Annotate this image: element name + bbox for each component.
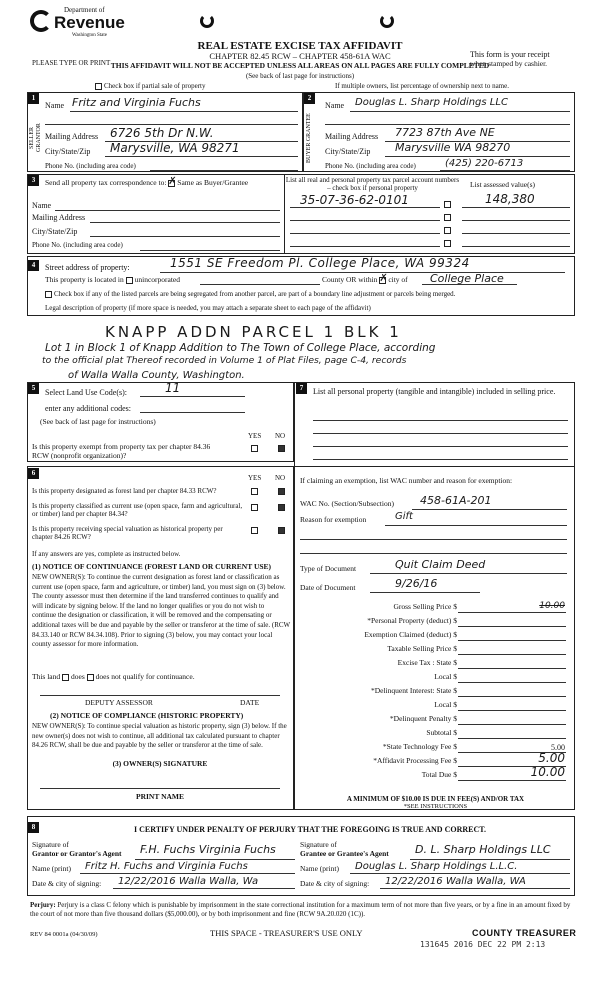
does-checkbox[interactable]	[62, 674, 69, 681]
sec1-mail-label: Mailing Address	[45, 132, 99, 141]
segregated-checkbox[interactable]	[45, 291, 52, 298]
historic-question: Is this property receiving special valuation as historical property per chapter 84.26 RCW?	[32, 525, 223, 542]
buyer-phone: (425) 220-6713	[445, 158, 524, 169]
forest-yes-checkbox[interactable]	[251, 488, 258, 495]
personal-property-checkbox[interactable]	[444, 227, 451, 234]
fee-row	[300, 657, 567, 670]
deputy-date: DATE	[240, 698, 260, 707]
section-5-number: 5	[28, 383, 39, 394]
send-correspondence: Send all property tax correspondence to: ✗ Same as Buyer/Grantee	[45, 175, 249, 187]
receipt-note-1: This form is your receipt	[470, 50, 550, 59]
fee-table	[300, 601, 567, 781]
section-2-number: 2	[304, 93, 315, 104]
sec2-name-label: Name	[325, 101, 345, 110]
doc-date-label: Date of Document	[300, 583, 356, 592]
parcel-number: 35-07-36-62-0101	[300, 193, 409, 207]
grantee-print-name: Douglas L. Sharp Holdings L.L.C.	[355, 861, 518, 872]
legal-description-4: of Walla Walla County, Washington.	[68, 370, 245, 381]
grantee-date-city: 12/22/2016 Walla Walla, WA	[385, 876, 526, 887]
current-use-question: Is this property classified as current use (open space, farm and agricultural, or timber) land per chapter 84.34?	[32, 502, 243, 519]
fee-label: Local $	[434, 700, 457, 709]
unincorporated-checkbox[interactable]	[126, 277, 133, 284]
county-or: County OR within ✗ city of	[322, 272, 408, 284]
exempt-no-checkbox[interactable]	[278, 445, 285, 452]
sec1-city-label: City/State/Zip	[45, 147, 91, 156]
fee-label: Exemption Claimed (deduct) $	[364, 630, 457, 639]
sec3-mail-label: Mailing Address	[32, 213, 86, 222]
form-chapter: CHAPTER 82.45 RCW – CHAPTER 458-61A WAC	[209, 51, 391, 61]
treasurer-stamp-number: 131645 2016 DEC 22 PM 2:13	[420, 940, 546, 949]
logo-swirl-icon	[30, 10, 52, 32]
grantee-agent-label: Grantee or Grantee's Agent	[300, 849, 389, 858]
sec3-city-label: City/State/Zip	[32, 227, 78, 236]
fee-row	[300, 727, 567, 740]
sec3-name-label: Name	[32, 201, 52, 210]
grantee-sig-label-1: Signature of	[300, 840, 337, 849]
section-6-number: 6	[28, 468, 39, 479]
same-as-buyer-checkbox[interactable]: ✗	[168, 175, 177, 187]
grantor-sig-label-1: Signature of	[32, 840, 69, 849]
multiple-owners-note: If multiple owners, list percentage of ownership next to name.	[335, 82, 509, 90]
buyer-city-state-zip: Marysville WA 98270	[395, 141, 511, 154]
fee-label: *Personal Property (deduct) $	[367, 616, 457, 625]
section-4-number: 4	[28, 260, 39, 271]
within-city-checkbox[interactable]: ✗	[379, 272, 388, 284]
print-name-label: PRINT NAME	[136, 792, 184, 801]
wac-label: WAC No. (Section/Subsection)	[300, 499, 394, 508]
fee-row	[300, 765, 567, 782]
sec5-yes: YES	[248, 432, 262, 440]
personal-property-checkbox[interactable]	[444, 214, 451, 221]
certify-statement: I CERTIFY UNDER PENALTY OF PERJURY THAT THE FOREGOING IS TRUE AND CORRECT.	[133, 825, 486, 834]
fee-row	[300, 615, 567, 628]
fee-row	[300, 601, 567, 614]
grantee-signature: D. L. Sharp Holdings LLC	[415, 843, 551, 856]
sec6-yes: YES	[248, 474, 262, 482]
grantor-agent-label: Grantor or Grantor's Agent	[32, 849, 122, 858]
seller-mailing-address: 6726 5th Dr N.W.	[110, 126, 214, 140]
receipt-note-2: when stamped by cashier.	[470, 59, 548, 68]
fee-label: *Affidavit Processing Fee $	[373, 756, 457, 765]
logo-dept: Department of	[64, 6, 105, 14]
please-type: PLEASE TYPE OR PRINT	[32, 59, 111, 67]
does-not-checkbox[interactable]	[87, 674, 94, 681]
continuance-body: NEW OWNER(S): To continue the current designation as forest land or classification as current use (open space, farm and agriculture, or timber) land, you must sign on (3) below. The county assessor must then determine if the land transferred continues to qualify and will indicate by signing below. If the land no longer qualifies or you do not wish to continue the designation or classification, it will be removed and the compensating or additional taxes will be due and payable by the seller or transferor at the time of sale. (RCW 84.33.140 or RCW 84.34.108). Prior to signing (3) below, you may contact your local county assessor for more information.	[32, 573, 291, 649]
grantor-print-label: Name (print)	[32, 864, 71, 873]
buyer-name: Douglas L. Sharp Holdings LLC	[355, 97, 508, 108]
buyer-mailing-address: 7723 87th Ave NE	[395, 126, 495, 139]
form-see-back: (See back of last page for instructions)	[245, 72, 355, 80]
logo-state: Washington State	[72, 33, 108, 38]
fee-row	[300, 629, 567, 642]
property-street-address: 1551 SE Freedom Pl. College Place, WA 99324	[170, 256, 470, 270]
legal-description-3: to the official plat Thereof recorded in Volume 1 of Plat Files, page C-4, records	[42, 355, 407, 366]
land-use-label: Select Land Use Code(s):	[45, 388, 127, 397]
seller-name: Fritz and Virginia Fuchs	[72, 96, 201, 109]
minimum-fee-note: A MINIMUM OF $10.00 IS DUE IN FEE(S) AND/OR TAX	[346, 795, 525, 803]
sec2-city-label: City/State/Zip	[325, 147, 371, 156]
street-label: Street address of property:	[45, 263, 130, 272]
personal-property-checkbox[interactable]	[444, 201, 451, 208]
seller-city-state-zip: Marysville, WA 98271	[110, 141, 240, 155]
legal-label: Legal description of property (if more space is needed, you may attach a separate sheet to each page of the affidavit)	[45, 304, 371, 312]
fee-label: Excise Tax : State $	[397, 658, 457, 667]
form-revision: REV 84 0001a (04/30/09)	[30, 931, 98, 938]
this-land-line: This land does does not qualify for continuance.	[32, 672, 195, 681]
current-use-no-checkbox[interactable]	[278, 504, 285, 511]
grantee-print-label: Name (print)	[300, 864, 339, 873]
logo-name: Revenue	[54, 13, 125, 32]
current-use-yes-checkbox[interactable]	[251, 504, 258, 511]
assessed-value-header: List assessed value(s)	[470, 180, 535, 189]
sec1-name-label: Name	[45, 101, 65, 110]
fee-value[interactable]: 10.00	[530, 765, 565, 779]
additional-codes: enter any additional codes:	[45, 404, 131, 413]
owner-signature-label: (3) OWNER(S) SIGNATURE	[112, 759, 208, 768]
sec5-no: NO	[275, 432, 286, 440]
fee-value[interactable]: 10.00	[539, 601, 565, 611]
grantor-signature: F.H. Fuchs Virginia Fuchs	[140, 843, 276, 856]
reason-label: Reason for exemption	[300, 515, 367, 524]
land-use-code: 11	[165, 381, 181, 395]
sec6-no: NO	[275, 474, 286, 482]
assessed-value: 148,380	[485, 192, 535, 206]
property-city: College Place	[430, 272, 504, 285]
treasurer-space: THIS SPACE - TREASURER'S USE ONLY	[210, 928, 363, 938]
exempt-yes-checkbox[interactable]	[251, 445, 258, 452]
section-1-number: 1	[28, 93, 39, 104]
fee-row	[300, 713, 567, 726]
form-warning: THIS AFFIDAVIT WILL NOT BE ACCEPTED UNLESS ALL AREAS ON ALL PAGES ARE FULLY COMPLETED	[110, 61, 490, 70]
historic-no-checkbox[interactable]	[278, 527, 285, 534]
fee-row	[300, 671, 567, 684]
forest-question: Is this property designated as forest land per chapter 84.33 RCW?	[32, 487, 217, 495]
section-7-number: 7	[296, 383, 307, 394]
fee-label: *Delinquent Interest: State $	[370, 686, 457, 695]
compliance-body: NEW OWNER(S): To continue special valuation as historic property, sign (3) below. If the new owner(s) does not wish to continue, all additional tax calculated pursuant to chapter 84.26 RCW, shall be due and payable by the seller or transferor at the time of sale.	[32, 722, 287, 750]
doc-type-label: Type of Document	[300, 564, 357, 573]
document-type: Quit Claim Deed	[395, 558, 486, 571]
legal-description-2: Lot 1 in Block 1 of Knapp Addition to The Town of College Place, according	[45, 342, 436, 354]
fee-row	[300, 643, 567, 656]
punch-hole-left-icon	[200, 14, 214, 28]
perjury-notice: Perjury: Perjury is a class C felony which is punishable by imprisonment in the state correctional institution for a maximum term of not more than five years, or by a fine in an amount fixed by the court of not more than five thousand dollars ($5,000.00), or by both imprisonment and fine (RCW 9A.20.020 (1C)).	[30, 901, 571, 918]
located-in: This property is located in unincorporated	[45, 275, 181, 284]
seller-grantor-label: SELLER GRANTOR	[29, 123, 42, 153]
fee-row	[300, 751, 567, 768]
wac-number: 458-61A-201	[420, 494, 492, 507]
forest-no-checkbox[interactable]	[278, 488, 285, 495]
legal-description-1: KNAPP ADDN PARCEL 1 BLK 1	[105, 323, 402, 341]
claim-exemption: If claiming an exemption, list WAC number and reason for exemption:	[300, 476, 513, 485]
fee-label: Total Due $	[421, 770, 457, 779]
fee-row	[300, 685, 567, 698]
county-treasurer-stamp: COUNTY TREASURER	[472, 928, 577, 938]
sec2-mail-label: Mailing Address	[325, 132, 379, 141]
historic-yes-checkbox[interactable]	[251, 527, 258, 534]
exempt-question: Is this property exempt from property tax per chapter 84.36 RCW (nonprofit organization)?	[32, 442, 211, 460]
document-date: 9/26/16	[395, 577, 438, 590]
grantor-date-label: Date & city of signing:	[32, 879, 102, 888]
section-3-number: 3	[28, 175, 39, 186]
segregated: Check box if any of the listed parcels are being segregated from another parcel, are part of a boundary line adjustment or parcels being merged.	[45, 290, 455, 298]
fee-label: *Delinquent Penalty $	[389, 714, 457, 723]
sec3-phone-label: Phone No. (including area code)	[32, 241, 123, 249]
sec1-phone-label: Phone No. (including area code)	[45, 162, 136, 170]
fee-label: Taxable Selling Price $	[387, 644, 457, 653]
fee-value[interactable]: 5.00	[551, 743, 565, 752]
fee-label: Gross Selling Price $	[393, 602, 457, 611]
partial-sale: Check box if partial sale of property	[95, 82, 205, 90]
grantor-date-city: 12/22/2016 Walla Walla, Wa	[118, 876, 259, 887]
partial-sale-checkbox[interactable]	[95, 83, 102, 90]
deputy-assessor: DEPUTY ASSESSOR	[85, 698, 153, 707]
grantor-print-name: Fritz H. Fuchs and Virginia Fuchs	[85, 861, 248, 872]
compliance-title: (2) NOTICE OF COMPLIANCE (HISTORIC PROPERTY)	[50, 711, 244, 720]
fee-label: Local $	[434, 672, 457, 681]
sec2-phone-label: Phone No. (including area code)	[325, 162, 416, 170]
grantee-date-label: Date & city of signing:	[300, 879, 370, 888]
fee-row	[300, 741, 567, 754]
section-8-number: 8	[28, 822, 39, 833]
fee-label: *State Technology Fee $	[382, 742, 457, 751]
buyer-grantee-label: BUYER GRANTEE	[306, 113, 312, 163]
exemption-reason: Gift	[395, 511, 413, 522]
parcel-list-header: List all real and personal property tax parcel account numbers – check box if personal property	[285, 176, 460, 193]
fee-label: Subtotal $	[426, 728, 457, 737]
land-use-see-back: (See back of last page for instructions)	[40, 417, 156, 426]
any-yes-note: If any answers are yes, complete as instructed below.	[32, 550, 181, 558]
personal-property-checkbox[interactable]	[444, 240, 451, 247]
continuance-title: (1) NOTICE OF CONTINUANCE (FOREST LAND OR CURRENT USE)	[32, 562, 272, 571]
revenue-logo	[30, 6, 125, 44]
form-title: REAL ESTATE EXCISE TAX AFFIDAVIT	[197, 40, 403, 52]
fee-row	[300, 699, 567, 712]
fee-value[interactable]: 5.00	[538, 751, 565, 765]
see-instructions: *SEE INSTRUCTIONS	[403, 803, 468, 810]
punch-hole-right-icon	[380, 14, 394, 28]
personal-property-list: List all personal property (tangible and intangible) included in selling price.	[313, 387, 556, 396]
